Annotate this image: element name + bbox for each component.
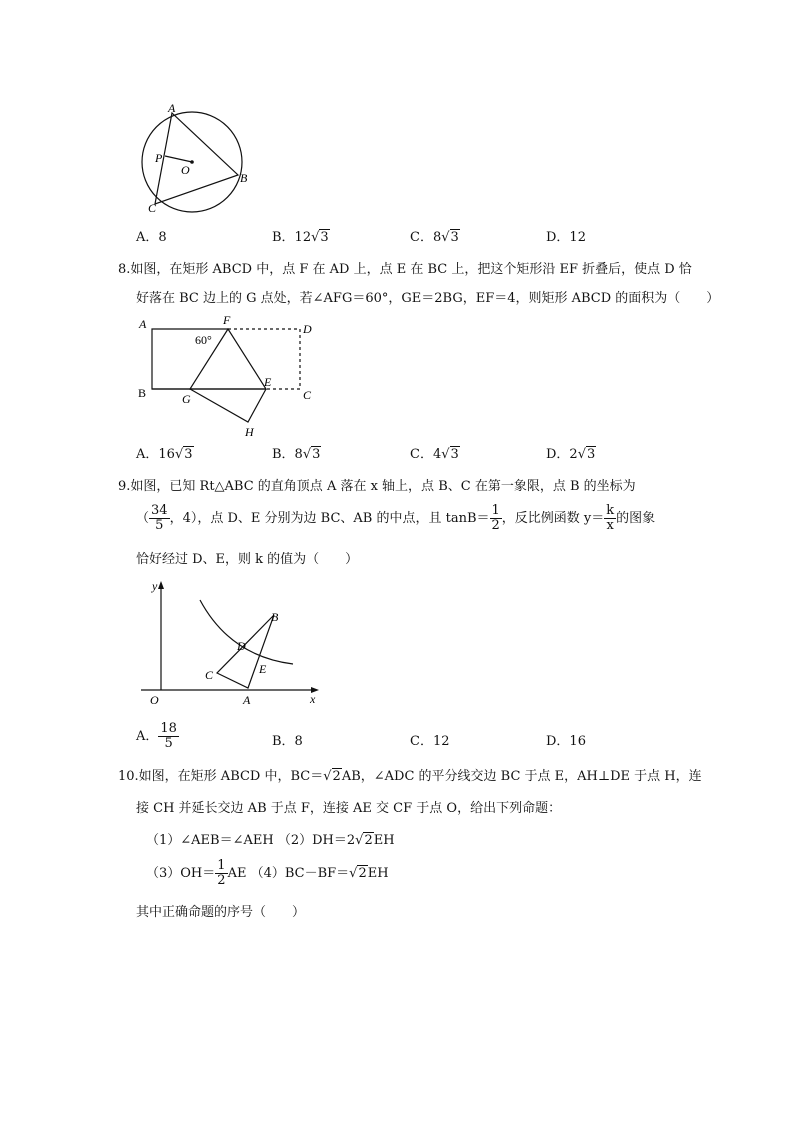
- q10-stem-line2: 接 CH 并延长交边 AB 于点 F，连接 AE 交 CF 于点 O，给出下列命题：: [136, 801, 562, 816]
- q10-proposition-3-4: （3）OH＝ $\frac{1}{2}$ AE （4）BC－BF＝√2EH: [146, 858, 389, 888]
- q8-label-c: C: [303, 388, 312, 402]
- q9-stem-line2: （ $\frac{34}{5}$ ，4），点 D、E 分别为边 BC、AB 的中点，且 tanB＝ $\frac{1}{2}$ ，反比例函数 y＝ $\frac{k}{x}$ 的图象: [136, 503, 656, 533]
- q8-option-b[interactable]: B．8√3: [272, 447, 321, 462]
- q8-option-c[interactable]: C．4√3: [410, 447, 459, 462]
- q9-label-o: O: [150, 693, 159, 707]
- q9-option-c[interactable]: C．12: [410, 734, 450, 749]
- q8-label-d: D: [303, 322, 312, 336]
- q7-option-c[interactable]: C．8√3: [410, 230, 459, 245]
- q9-figure: [135, 578, 325, 708]
- q9-label-d: D: [237, 639, 246, 653]
- q7-option-a[interactable]: A．8: [136, 230, 167, 245]
- q9-stem-line3: 恰好经过 D、E，则 k 的值为（ ）: [136, 552, 359, 567]
- q10-stem-line1: 10.如图，在矩形 ABCD 中，BC＝√2AB，∠ADC 的平分线交边 BC 于点 E，AH⊥DE 于点 H，连: [118, 769, 702, 784]
- q7-label-p: P: [155, 151, 163, 165]
- q9-option-b[interactable]: B．8: [272, 734, 303, 749]
- q8-figure: [135, 312, 325, 442]
- q7-figure: [135, 100, 255, 218]
- q7-label-o: O: [181, 163, 190, 177]
- q9-option-a[interactable]: A． $\frac{18}{5}$: [136, 721, 177, 751]
- q9-option-d[interactable]: D．16: [546, 734, 586, 749]
- q8-label-e: E: [264, 375, 272, 389]
- q9-stem-line1: 9.如图，已知 Rt△ABC 的直角顶点 A 落在 x 轴上，点 B、C 在第一象限，点 B 的坐标为: [118, 479, 636, 494]
- q8-label-a: A: [139, 317, 147, 331]
- q9-label-y: y: [152, 579, 158, 593]
- q7-option-d[interactable]: D．12: [546, 230, 586, 245]
- q10-proposition-1-2: （1）∠AEB＝∠AEH （2）DH＝2√2EH: [146, 833, 395, 848]
- q8-label-angle: 60°: [195, 333, 212, 347]
- q9-label-x: x: [310, 692, 316, 706]
- q9-label-b: B: [271, 610, 279, 624]
- q8-option-a[interactable]: A．16√3: [136, 447, 193, 462]
- q8-label-g: G: [182, 392, 191, 406]
- q9-label-e: E: [259, 662, 267, 676]
- q8-label-h: H: [245, 425, 254, 439]
- q8-label-b: B: [138, 386, 147, 400]
- q9-label-a: A: [243, 693, 251, 707]
- q7-option-b[interactable]: B．12√3: [272, 230, 329, 245]
- q7-label-c: C: [148, 201, 157, 215]
- q8-label-f: F: [223, 313, 231, 327]
- q8-stem-line1: 8.如图，在矩形 ABCD 中，点 F 在 AD 上，点 E 在 BC 上，把这个矩形沿 EF 折叠后，使点 D 恰: [118, 262, 692, 277]
- q8-option-d[interactable]: D．2√3: [546, 447, 596, 462]
- q8-stem-line2: 好落在 BC 边上的 G 点处，若∠AFG＝60°，GE＝2BG，EF＝4，则矩形 ABCD 的面积为（ ）: [136, 291, 720, 306]
- q7-label-b: B: [240, 171, 248, 185]
- q9-label-c: C: [205, 668, 214, 682]
- q10-stem-line5: 其中正确命题的序号（ ）: [136, 905, 306, 920]
- q7-label-a: A: [168, 101, 176, 115]
